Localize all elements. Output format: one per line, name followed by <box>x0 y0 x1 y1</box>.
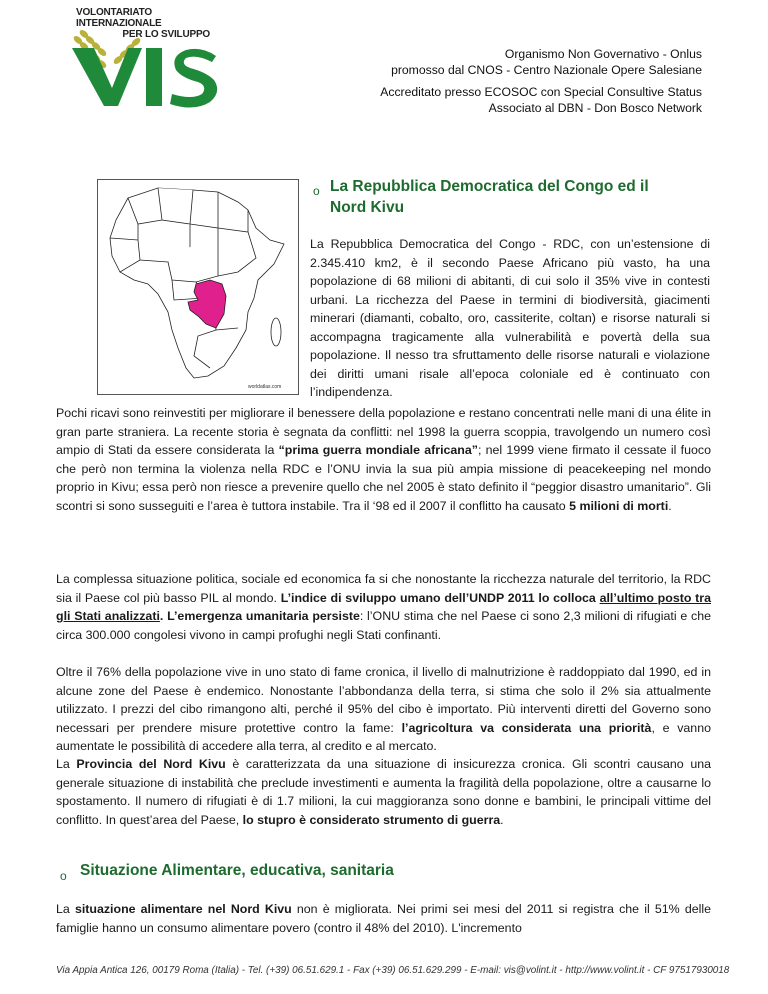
africa-map <box>97 179 299 395</box>
text-span: La <box>56 757 77 771</box>
text-span: : l’ONU stima che nel Paese ci sono 2,3 milioni di rifugiati e che circa 300.000 congolesi vivono in campi profughi negli Stati confinanti. <box>56 609 711 642</box>
emphasis-text: “prima guerra mondiale africana” <box>278 443 478 457</box>
text-span: La complessa situazione politica, sociale ed economica fa si che nonostante la ricchezza naturale del territorio, la RDC sia il Paese col più basso PIL al mondo. <box>56 572 711 605</box>
emphasis-text: Provincia del Nord Kivu <box>76 757 226 771</box>
paragraph-hunger <box>56 663 711 756</box>
section2-bullet: o <box>60 869 67 883</box>
text-span: Oltre il 76% della popolazione vive in uno stato di fame cronica, il livello di malnutrizione è raddoppiato dal 1990, ed in alcune zone del Paese è endemico. Nonostante l’abbondanza della terra, si stima che solo il 2% sia attualmente utilizzato. I prezzi del cibo rimangono alti, perché il 95% del cibo è importato. Più interventi diretti del Governo sono necessari per prendere misure protettive contro la fame: <box>56 665 711 735</box>
footer-contact: Via Appia Antica 126, 00179 Roma (Italia) - Tel. (+39) 06.51.629.1 - Fax (+39) 06.51.629.299 - E-mail: vis@volint.it - http://www.volint.it - CF 97517930018 <box>56 965 730 976</box>
letterhead <box>0 0 768 140</box>
africa-map-icon <box>98 180 298 394</box>
vis-logo-icon <box>70 26 220 108</box>
org-line-4: Associato al DBN - Don Bosco Network <box>488 101 702 115</box>
text-span: . <box>500 812 504 827</box>
underlined-text: all’ultimo posto tra gli Stati analizzati <box>56 590 711 623</box>
section2-title: Situazione Alimentare, educativa, sanitaria <box>80 862 394 879</box>
text-span: Pochi ricavi sono reinvestiti per migliorare il benessere della popolazione e restano concentrati nelle mani di una élite in gran parte straniera. La recente storia è segnata da conflitti: nel 1998 la guerra scoppia, travolgendo un numero così ampio di Stati da essere considerata la <box>56 406 711 457</box>
text-span: , e vanno aumentate le possibilità di accedere alla terra, al credito e al mercato. <box>56 720 711 753</box>
text-span: ; nel 1999 viene firmato il cessate il fuoco che però non termina la violenza nella RDC e l’ONU invia la sua più ampia missione di peacekeeping nel mondo proprio in Kivu; essa però non riesce a prevenire quello che nel 2005 è stato definito il “peggior disastro umanitario”. Gli scontri si sono susseguiti e l’area è tuttora instabile. Tra il ‘98 ed il 2007 il conflitto ha causato <box>56 443 711 513</box>
paragraph-nord-kivu <box>56 755 711 829</box>
emphasis-text: 5 milioni di morti <box>569 498 669 513</box>
text-span: è caratterizzata da una situazione di insicurezza cronica. Gli scontri causano una generale situazione di instabilità che preclude investimenti e aumenta la fragilità della popolazione, oltre a causarne lo spostamento. Il numero di rifugiati è di 1.7 milioni, la cui maggioranza sono donne e bambini, le principali vittime del conflitto. In quest’area del Paese, <box>56 757 711 827</box>
section1-bullet: o <box>313 184 320 198</box>
org-line-2: promosso dal CNOS - Centro Nazionale Opere Salesiane <box>391 63 702 77</box>
emphasis-text: . L’emergenza umanitaria persiste <box>159 609 360 623</box>
text-span: non è migliorata. Nei primi sei mesi del 2011 si registra che il 51% delle famiglie hanno un consumo alimentare povero (contro il 48% del 2010). L'incremento <box>56 902 711 935</box>
intro-paragraph: La Repubblica Democratica del Congo - RDC, con un’estensione di 2.345.410 km2, è il secondo Paese Africano più vasto, ha una popolazione di 68 milioni di abitanti, di cui solo il 35% vive in contesti urbani. La ricchezza del Paese in termini di biodiversità, giacimenti minerari (diamanti, cobalto, oro, cassiterite, coltan) e risorse naturali si accompagna tragicamente alla vulnerabilità e povertà della sua popolazione. Il nesso tra sfruttamento delle risorse naturali e violazione dei diritti umani risale all’epoca coloniale ed è continuato con l’indipendenza. <box>310 237 710 399</box>
madagascar-shape <box>271 318 281 346</box>
text-span: La <box>56 902 75 916</box>
emphasis-text: lo stupro è considerato strumento di guerra <box>242 812 501 827</box>
emphasis-text: L’indice di sviluppo umano dell’UNDP 2011 lo colloca <box>280 590 600 605</box>
paragraph-situation <box>56 570 711 644</box>
section1-title-line2: Nord Kivu <box>330 199 405 216</box>
paragraph-history <box>56 404 711 515</box>
emphasis-text: situazione alimentare nel Nord Kivu <box>74 902 292 916</box>
organization-info <box>380 46 702 116</box>
text-span: . <box>668 498 672 513</box>
logo-line2: PER LO SVILUPPO <box>122 29 210 40</box>
org-line-1: Organismo Non Governativo - Onlus <box>504 47 702 61</box>
section1-title <box>330 176 710 218</box>
paragraph-food <box>56 900 711 937</box>
map-credit: worldatlas.com <box>248 384 282 390</box>
section1-title-line1: La Repubblica Democratica del Congo ed il <box>330 178 649 195</box>
logo-line1: VOLONTARIATO INTERNAZIONALE <box>76 7 162 29</box>
emphasis-text: l’agricoltura va considerata una priorità <box>401 720 652 735</box>
org-line-3: Accreditato presso ECOSOC con Special Consultive Status <box>380 85 702 99</box>
